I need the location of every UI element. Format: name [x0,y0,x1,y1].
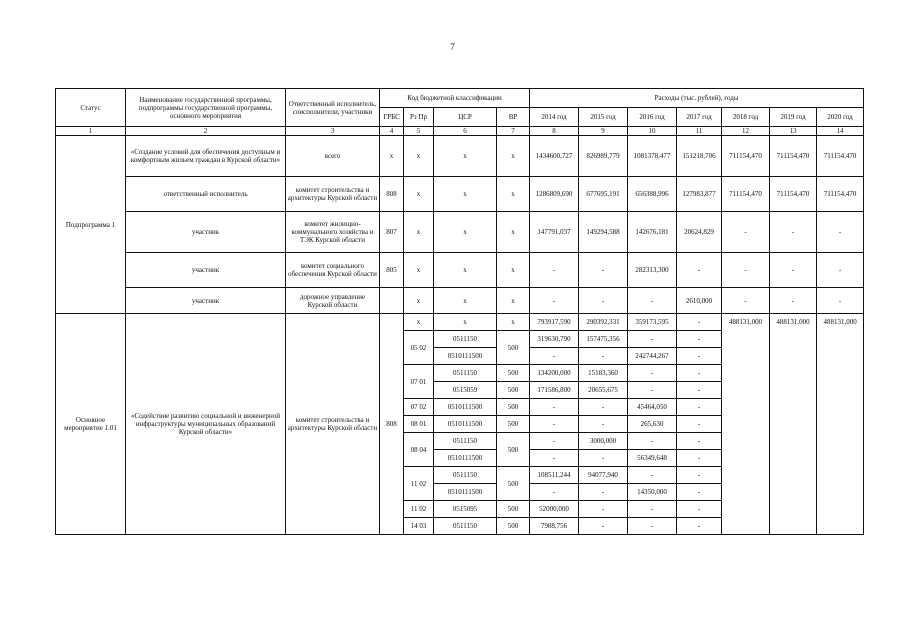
value-cell: 711154,470 [722,136,770,177]
col-number: 8 [530,127,579,136]
col-number: 12 [722,127,770,136]
grbs-cell [380,288,404,314]
value-cell: 2610,000 [677,288,722,314]
csr-cell: 0510111500 [434,484,497,501]
grbs-cell: 807 [380,212,404,253]
value-cell: 171586,800 [530,382,579,399]
value-cell: - [628,288,677,314]
rzpr-cell: 07 01 [404,365,434,399]
col-number: 11 [677,127,722,136]
value-cell: 147791,037 [530,212,579,253]
col-number: 3 [286,127,380,136]
header-year: 2018 год [722,108,770,127]
csr-cell: 0511150 [434,331,497,348]
header-year: 2019 год [770,108,817,127]
header-budget-code: Код бюджетной классификации [380,89,530,108]
rzpr-cell: 11 02 [404,501,434,518]
value-cell: 656388,996 [628,177,677,212]
value-cell: 149294,588 [579,212,628,253]
table-row [56,253,864,288]
rzpr-cell: х [404,314,434,331]
value-cell: - [530,253,579,288]
value-cell: 711154,470 [817,136,864,177]
table-row [56,136,864,177]
vr-cell: х [497,253,530,288]
csr-cell: 0511150 [434,433,497,450]
value-cell: 711154,470 [770,177,817,212]
value-cell: 7988,756 [530,518,579,535]
grbs-cell: х [380,136,404,177]
col-number: 10 [628,127,677,136]
value-cell: 282313,300 [628,253,677,288]
csr-cell: х [434,136,497,177]
value-cell: - [579,416,628,433]
table-row [56,177,864,212]
header-csr: ЦСР [434,108,497,127]
vr-cell: 500 [497,501,530,518]
value-cell: - [817,253,864,288]
value-cell: - [530,416,579,433]
header-grbs: ГРБС [380,108,404,127]
resp-cell: всего [286,136,380,177]
vr-cell: 500 [497,416,530,433]
value-cell: - [579,399,628,416]
value-cell: - [677,518,722,535]
col-number: 1 [56,127,126,136]
resp-cell: комитет социального обеспечения Курской области [286,253,380,288]
value-cell: 265,630 [628,416,677,433]
value-cell: 127983,877 [677,177,722,212]
vr-cell: х [497,314,530,331]
budget-table [55,88,864,535]
value-cell: 142676,181 [628,212,677,253]
value-cell: 151218,706 [677,136,722,177]
vr-cell: х [497,288,530,314]
value-cell: - [628,382,677,399]
header-year: 2017 год [677,108,722,127]
value-cell: 108511,244 [530,467,579,484]
value-cell: - [817,212,864,253]
value-cell: 826989,779 [579,136,628,177]
resp-cell: дорожное управление Курской области [286,288,380,314]
value-cell: - [579,348,628,365]
header-status: Статус [56,89,126,127]
value-cell: - [677,450,722,467]
csr-cell: 0510111500 [434,450,497,467]
value-cell: - [677,433,722,450]
role-cell: участник [126,212,286,253]
value-cell: - [677,331,722,348]
rzpr-cell: 14 03 [404,518,434,535]
grbs-cell: 808 [380,177,404,212]
csr-cell: 0511150 [434,518,497,535]
value-cell: - [530,450,579,467]
value-cell: - [677,416,722,433]
csr-cell: 0510111500 [434,416,497,433]
rzpr-cell: 05 02 [404,331,434,365]
value-cell: 711154,470 [770,136,817,177]
value-cell: - [677,501,722,518]
header-vr: ВР [497,108,530,127]
value-cell: 711154,470 [817,177,864,212]
value-cell: 1286809,690 [530,177,579,212]
rzpr-cell: х [404,212,434,253]
value-cell: - [677,467,722,484]
header-rzpr: Рз Пр [404,108,434,127]
table-row [56,212,864,253]
event-grbs: 808 [380,314,404,535]
role-cell: участник [126,253,286,288]
resp-cell: комитет жилищно-коммунального хозяйства и ТЭК Курской области [286,212,380,253]
rzpr-cell: х [404,136,434,177]
value-cell: - [722,288,770,314]
value-cell: 3000,000 [579,433,628,450]
sub1-name: «Создание условий для обеспечения доступным и комфортным жильем граждан в Курской области» [126,136,286,177]
value-cell: - [817,288,864,314]
value-cell: 1434600,727 [530,136,579,177]
value-cell: 14350,000 [628,484,677,501]
csr-cell: 0511150 [434,365,497,382]
value-cell: 488131,000 [722,314,770,535]
vr-cell: 500 [497,433,530,467]
col-number: 14 [817,127,864,136]
value-cell: - [677,484,722,501]
value-cell: 1081378,477 [628,136,677,177]
value-cell: - [628,365,677,382]
value-cell: - [628,518,677,535]
col-number: 2 [126,127,286,136]
value-cell: - [579,288,628,314]
event-responsible: комитет строительства и архитектуры Курской области [286,314,380,535]
value-cell: 290392,331 [579,314,628,331]
value-cell: - [628,433,677,450]
csr-cell: х [434,177,497,212]
vr-cell: х [497,212,530,253]
value-cell: - [579,518,628,535]
csr-cell: 0515059 [434,382,497,399]
rzpr-cell: х [404,177,434,212]
value-cell: - [677,382,722,399]
vr-cell: 500 [497,382,530,399]
vr-cell: х [497,136,530,177]
value-cell: - [579,450,628,467]
resp-cell: комитет строительства и архитектуры Курской области [286,177,380,212]
value-cell: 488131,000 [770,314,817,535]
value-cell: 20624,829 [677,212,722,253]
value-cell: - [530,484,579,501]
header-expenses: Расходы (тыс. рублей), годы [530,89,864,108]
value-cell: 319630,790 [530,331,579,348]
sub1-status: Подпрограмма 1 [56,136,126,314]
col-number: 9 [579,127,628,136]
vr-cell: 500 [497,399,530,416]
value-cell: - [579,501,628,518]
value-cell: - [579,484,628,501]
csr-cell: 0510111500 [434,348,497,365]
value-cell: - [628,331,677,348]
value-cell: - [722,212,770,253]
value-cell: - [677,253,722,288]
col-number: 7 [497,127,530,136]
csr-cell: х [434,288,497,314]
header-year: 2020 год [817,108,864,127]
value-cell: - [677,348,722,365]
value-cell: 45464,050 [628,399,677,416]
value-cell: - [677,365,722,382]
vr-cell: 500 [497,331,530,365]
table-row [56,314,864,331]
csr-cell: х [434,253,497,288]
page-number: 7 [450,42,455,52]
value-cell: - [579,253,628,288]
csr-cell: 0515095 [434,501,497,518]
col-number: 5 [404,127,434,136]
value-cell: - [628,501,677,518]
value-cell: - [530,433,579,450]
header-year: 2015 год [579,108,628,127]
csr-cell: 0510111500 [434,399,497,416]
value-cell: 488131,000 [817,314,864,535]
value-cell: 134200,000 [530,365,579,382]
value-cell: 242744,267 [628,348,677,365]
col-number: 4 [380,127,404,136]
value-cell: - [770,253,817,288]
value-cell: 52000,000 [530,501,579,518]
value-cell: 359173,595 [628,314,677,331]
vr-cell: 500 [497,365,530,382]
value-cell: 56349,648 [628,450,677,467]
role-cell: участник [126,288,286,314]
csr-cell: х [434,314,497,331]
header-year: 2016 год [628,108,677,127]
rzpr-cell: х [404,288,434,314]
value-cell: - [628,467,677,484]
csr-cell: 0511150 [434,467,497,484]
vr-cell: х [497,177,530,212]
col-number: 6 [434,127,497,136]
value-cell: - [722,253,770,288]
value-cell: - [770,288,817,314]
value-cell: - [770,212,817,253]
value-cell: - [530,348,579,365]
vr-cell: 500 [497,467,530,501]
value-cell: - [677,314,722,331]
rzpr-cell: х [404,253,434,288]
value-cell: 677695,191 [579,177,628,212]
value-cell: 94077,940 [579,467,628,484]
value-cell: 157475,356 [579,331,628,348]
col-number: 13 [770,127,817,136]
value-cell: 711154,470 [722,177,770,212]
role-cell: ответственный исполнитель [126,177,286,212]
vr-cell: 500 [497,518,530,535]
table-row [56,288,864,314]
value-cell: 793917,590 [530,314,579,331]
value-cell: - [530,288,579,314]
rzpr-cell: 11 02 [404,467,434,501]
value-cell: - [677,399,722,416]
value-cell: - [530,399,579,416]
value-cell: 20655,675 [579,382,628,399]
rzpr-cell: 08 04 [404,433,434,467]
event-name: «Содействие развитию социальной и инженерной инфраструктуры муниципальных образований Курской области» [126,314,286,535]
header-responsible: Ответственный исполнитель, соисполнители, участники [286,89,380,127]
rzpr-cell: 08 01 [404,416,434,433]
header-name: Наименование государственной программы, подпрограммы государственной программы, основного мероприятия [126,89,286,127]
csr-cell: х [434,212,497,253]
rzpr-cell: 07 02 [404,399,434,416]
grbs-cell: 805 [380,253,404,288]
value-cell: 15183,360 [579,365,628,382]
header-year: 2014 год [530,108,579,127]
event-status: Основное мероприятие 1.01 [56,314,126,535]
